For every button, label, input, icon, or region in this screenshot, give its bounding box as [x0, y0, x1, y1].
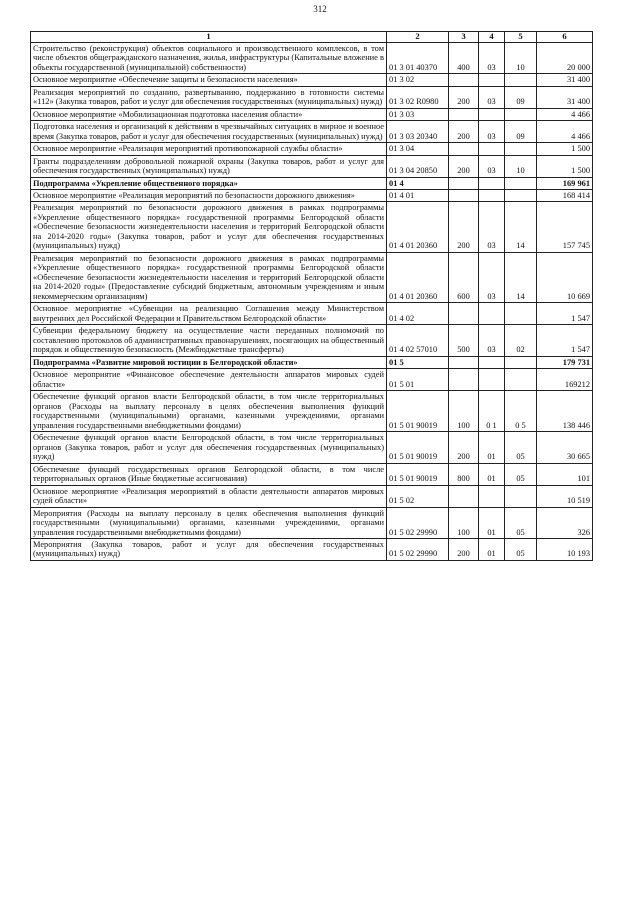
- row-name: Основное мероприятие «Субвенции на реализацию Соглашения между Министерством внутренних дел Российской Федерации и Правительством Белгородской области»: [31, 303, 387, 325]
- table-row: [31, 369, 593, 391]
- header-col-2: 2: [387, 32, 449, 43]
- row-col-5: [505, 74, 537, 86]
- row-col-4: [479, 369, 505, 391]
- row-code: 01 5 02: [387, 485, 449, 507]
- row-col-5: 05: [505, 432, 537, 463]
- row-amount: 179 731: [537, 356, 593, 368]
- table-row: [31, 485, 593, 507]
- row-col-5: [505, 303, 537, 325]
- row-name: Реализация мероприятий по созданию, развертыванию, поддержанию в готовности системы «112» (Закупка товаров, работ и услуг для обеспечения государственных (муниципальных) нужд): [31, 86, 387, 108]
- row-code: 01 3 02: [387, 74, 449, 86]
- row-code: 01 3 01 40370: [387, 42, 449, 73]
- row-col-5: [505, 143, 537, 155]
- row-col-5: 0 5: [505, 391, 537, 432]
- row-code: 01 3 03: [387, 108, 449, 120]
- row-col-5: [505, 485, 537, 507]
- row-code: 01 5: [387, 356, 449, 368]
- row-col-5: 14: [505, 202, 537, 252]
- row-name: Основное мероприятие «Финансовое обеспечение деятельности аппаратов мировых судей области»: [31, 369, 387, 391]
- row-name: Обеспечение функций государственных органов Белгородской области, в том числе территориальных органов (Иные бюджетные ассигнования): [31, 463, 387, 485]
- row-col-3: 600: [449, 252, 479, 302]
- table-row: [31, 391, 593, 432]
- row-col-5: 09: [505, 86, 537, 108]
- row-col-4: 03: [479, 42, 505, 73]
- row-code: 01 4 01 20360: [387, 252, 449, 302]
- row-code: 01 5 01: [387, 369, 449, 391]
- row-amount: 1 547: [537, 303, 593, 325]
- header-col-5: 5: [505, 32, 537, 43]
- row-name: Основное мероприятие «Реализация мероприятий по безопасности дорожного движения»: [31, 190, 387, 202]
- row-col-4: [479, 177, 505, 189]
- row-code: 01 4 02: [387, 303, 449, 325]
- row-col-4: 01: [479, 538, 505, 560]
- row-col-5: 10: [505, 155, 537, 177]
- budget-table: [30, 31, 593, 561]
- row-col-5: [505, 177, 537, 189]
- row-amount: 1 500: [537, 143, 593, 155]
- row-name: Основное мероприятие «Мобилизационная подготовка населения области»: [31, 108, 387, 120]
- row-amount: 326: [537, 507, 593, 538]
- row-amount: 4 466: [537, 121, 593, 143]
- row-col-3: 400: [449, 42, 479, 73]
- row-amount: 169212: [537, 369, 593, 391]
- table-row: [31, 143, 593, 155]
- row-code: 01 5 01 90019: [387, 463, 449, 485]
- table-row: [31, 190, 593, 202]
- row-name: Обеспечение функций органов власти Белгородской области, в том числе территориальных органов (Расходы на выплату персоналу в целях обеспечения выполнения функций государственными (муниципальными) органами, казенными учреждениями, органами управления государственными внебюджетными фондами): [31, 391, 387, 432]
- table-row: [31, 74, 593, 86]
- row-col-4: 03: [479, 155, 505, 177]
- row-name: Строительство (реконструкция) объектов социального и производственного комплексов, в том числе объектов общегражданского назначения, жилья, инфраструктуры (Капитальные вложение в объекты государственной (муниципальной) собственности): [31, 42, 387, 73]
- row-col-3: 200: [449, 155, 479, 177]
- row-name: Гранты подразделениям добровольной пожарной охраны (Закупка товаров, работ и услуг для обеспечения государственных (муниципальных) нужд): [31, 155, 387, 177]
- header-col-1: 1: [31, 32, 387, 43]
- table-row: [31, 325, 593, 356]
- row-col-3: [449, 369, 479, 391]
- row-name: Подпрограмма «Укрепление общественного порядка»: [31, 177, 387, 189]
- row-amount: 1 547: [537, 325, 593, 356]
- row-name: Основное мероприятие «Обеспечение защиты и безопасности населения»: [31, 74, 387, 86]
- table-row: [31, 252, 593, 302]
- row-amount: 31 400: [537, 74, 593, 86]
- row-col-4: [479, 108, 505, 120]
- table-row: [31, 463, 593, 485]
- header-col-3: 3: [449, 32, 479, 43]
- row-name: Реализация мероприятий по безопасности дорожного движения в рамках подпрограммы «Укрепление общественного порядка» государственной программы Белгородской области «Обеспечение безопасности жизнедеятельности населения и территорий Белгородской области на 2014-2020 годы» (Предоставление субсидий бюджетным, автономным учреждениям и иным некоммерческим организациям): [31, 252, 387, 302]
- table-row: [31, 202, 593, 252]
- row-code: 01 5 01 90019: [387, 391, 449, 432]
- table-row: [31, 432, 593, 463]
- row-col-4: 03: [479, 86, 505, 108]
- row-col-3: 200: [449, 538, 479, 560]
- row-col-3: [449, 177, 479, 189]
- row-col-3: [449, 356, 479, 368]
- row-col-3: [449, 485, 479, 507]
- row-amount: 30 665: [537, 432, 593, 463]
- row-amount: 101: [537, 463, 593, 485]
- row-col-4: 03: [479, 121, 505, 143]
- table-row: [31, 303, 593, 325]
- row-code: 01 4 01: [387, 190, 449, 202]
- row-amount: 20 000: [537, 42, 593, 73]
- header-col-4: 4: [479, 32, 505, 43]
- row-col-4: [479, 143, 505, 155]
- table-row: [31, 42, 593, 73]
- row-col-4: [479, 485, 505, 507]
- row-name: Обеспечение функций органов власти Белгородской области, в том числе территориальных органов (Закупка товаров, работ и услуг для обеспечения государственных (муниципальных) нужд): [31, 432, 387, 463]
- row-amount: 168 414: [537, 190, 593, 202]
- row-col-3: [449, 303, 479, 325]
- row-code: 01 5 02 29990: [387, 507, 449, 538]
- row-amount: 31 400: [537, 86, 593, 108]
- row-col-4: 01: [479, 432, 505, 463]
- row-col-4: 01: [479, 507, 505, 538]
- row-amount: 4 466: [537, 108, 593, 120]
- row-code: 01 4: [387, 177, 449, 189]
- row-col-5: 05: [505, 463, 537, 485]
- row-name: Мероприятия (Расходы на выплату персоналу в целях обеспечения выполнения функций государственными (муниципальными) органами, казенными учреждениями, органами управления государственными внебюджетными фондами): [31, 507, 387, 538]
- row-col-3: 200: [449, 432, 479, 463]
- row-code: 01 3 04: [387, 143, 449, 155]
- row-name: Реализация мероприятий по безопасности дорожного движения в рамках подпрограммы «Укрепление общественного порядка» государственной программы Белгородской области «Обеспечение безопасности жизнедеятельности населения и территорий Белгородской области на 2014-2020 годы» (Закупка товаров, работ и услуг для обеспечения государственных (муниципальных) нужд): [31, 202, 387, 252]
- row-code: 01 3 02 R0980: [387, 86, 449, 108]
- row-col-3: [449, 190, 479, 202]
- row-name: Субвенции федеральному бюджету на осуществление части переданных полномочий по составлению протоколов об административных правонарушениях, посягающих на общественный порядок и общественную безопасность (Межбюджетные трансферты): [31, 325, 387, 356]
- row-col-3: [449, 108, 479, 120]
- row-name: Мероприятия (Закупка товаров, работ и услуг для обеспечения государственных (муниципальных) нужд): [31, 538, 387, 560]
- row-name: Основное мероприятие «Реализация мероприятий противопожарной службы области»: [31, 143, 387, 155]
- row-col-3: [449, 143, 479, 155]
- row-col-4: 03: [479, 202, 505, 252]
- row-name: Подготовка населения и организаций к действиям в чрезвычайных ситуациях в мирное и военное время (Закупка товаров, работ и услуг для обеспечения государственных (муниципальных) нужд): [31, 121, 387, 143]
- table-row: [31, 538, 593, 560]
- table-row: [31, 108, 593, 120]
- row-code: 01 3 03 20340: [387, 121, 449, 143]
- row-col-3: 800: [449, 463, 479, 485]
- row-amount: 138 446: [537, 391, 593, 432]
- row-col-4: 01: [479, 463, 505, 485]
- row-code: 01 5 01 90019: [387, 432, 449, 463]
- row-col-4: 0 1: [479, 391, 505, 432]
- header-col-6: 6: [537, 32, 593, 43]
- table-row: [31, 155, 593, 177]
- row-col-5: 14: [505, 252, 537, 302]
- table-row: [31, 86, 593, 108]
- row-amount: 169 961: [537, 177, 593, 189]
- row-name: Подпрограмма «Развитие мировой юстиции в Белгородской области»: [31, 356, 387, 368]
- row-code: 01 4 01 20360: [387, 202, 449, 252]
- row-amount: 1 500: [537, 155, 593, 177]
- row-code: 01 5 02 29990: [387, 538, 449, 560]
- row-col-5: [505, 190, 537, 202]
- row-col-3: 500: [449, 325, 479, 356]
- page-number: 312: [313, 4, 327, 14]
- row-col-3: 200: [449, 86, 479, 108]
- row-code: 01 3 04 20850: [387, 155, 449, 177]
- row-col-5: 10: [505, 42, 537, 73]
- row-col-4: [479, 74, 505, 86]
- row-amount: 10 519: [537, 485, 593, 507]
- row-col-3: 100: [449, 507, 479, 538]
- table-row: [31, 177, 593, 189]
- row-col-5: 05: [505, 507, 537, 538]
- row-amount: 157 745: [537, 202, 593, 252]
- row-code: 01 4 02 57010: [387, 325, 449, 356]
- table-header-row: [31, 32, 593, 43]
- row-col-4: [479, 303, 505, 325]
- row-amount: 10 193: [537, 538, 593, 560]
- table-row: [31, 507, 593, 538]
- row-col-5: 05: [505, 538, 537, 560]
- table-row: [31, 356, 593, 368]
- row-col-3: [449, 74, 479, 86]
- row-col-3: 200: [449, 121, 479, 143]
- row-col-5: 02: [505, 325, 537, 356]
- row-col-3: 100: [449, 391, 479, 432]
- row-col-5: [505, 369, 537, 391]
- row-col-4: [479, 356, 505, 368]
- row-amount: 10 669: [537, 252, 593, 302]
- row-col-5: 09: [505, 121, 537, 143]
- row-col-3: 200: [449, 202, 479, 252]
- row-col-4: 03: [479, 252, 505, 302]
- table-row: [31, 121, 593, 143]
- row-col-5: [505, 108, 537, 120]
- row-col-4: 03: [479, 325, 505, 356]
- row-name: Основное мероприятие «Реализация мероприятий в области деятельности аппаратов мировых судей области»: [31, 485, 387, 507]
- row-col-5: [505, 356, 537, 368]
- row-col-4: [479, 190, 505, 202]
